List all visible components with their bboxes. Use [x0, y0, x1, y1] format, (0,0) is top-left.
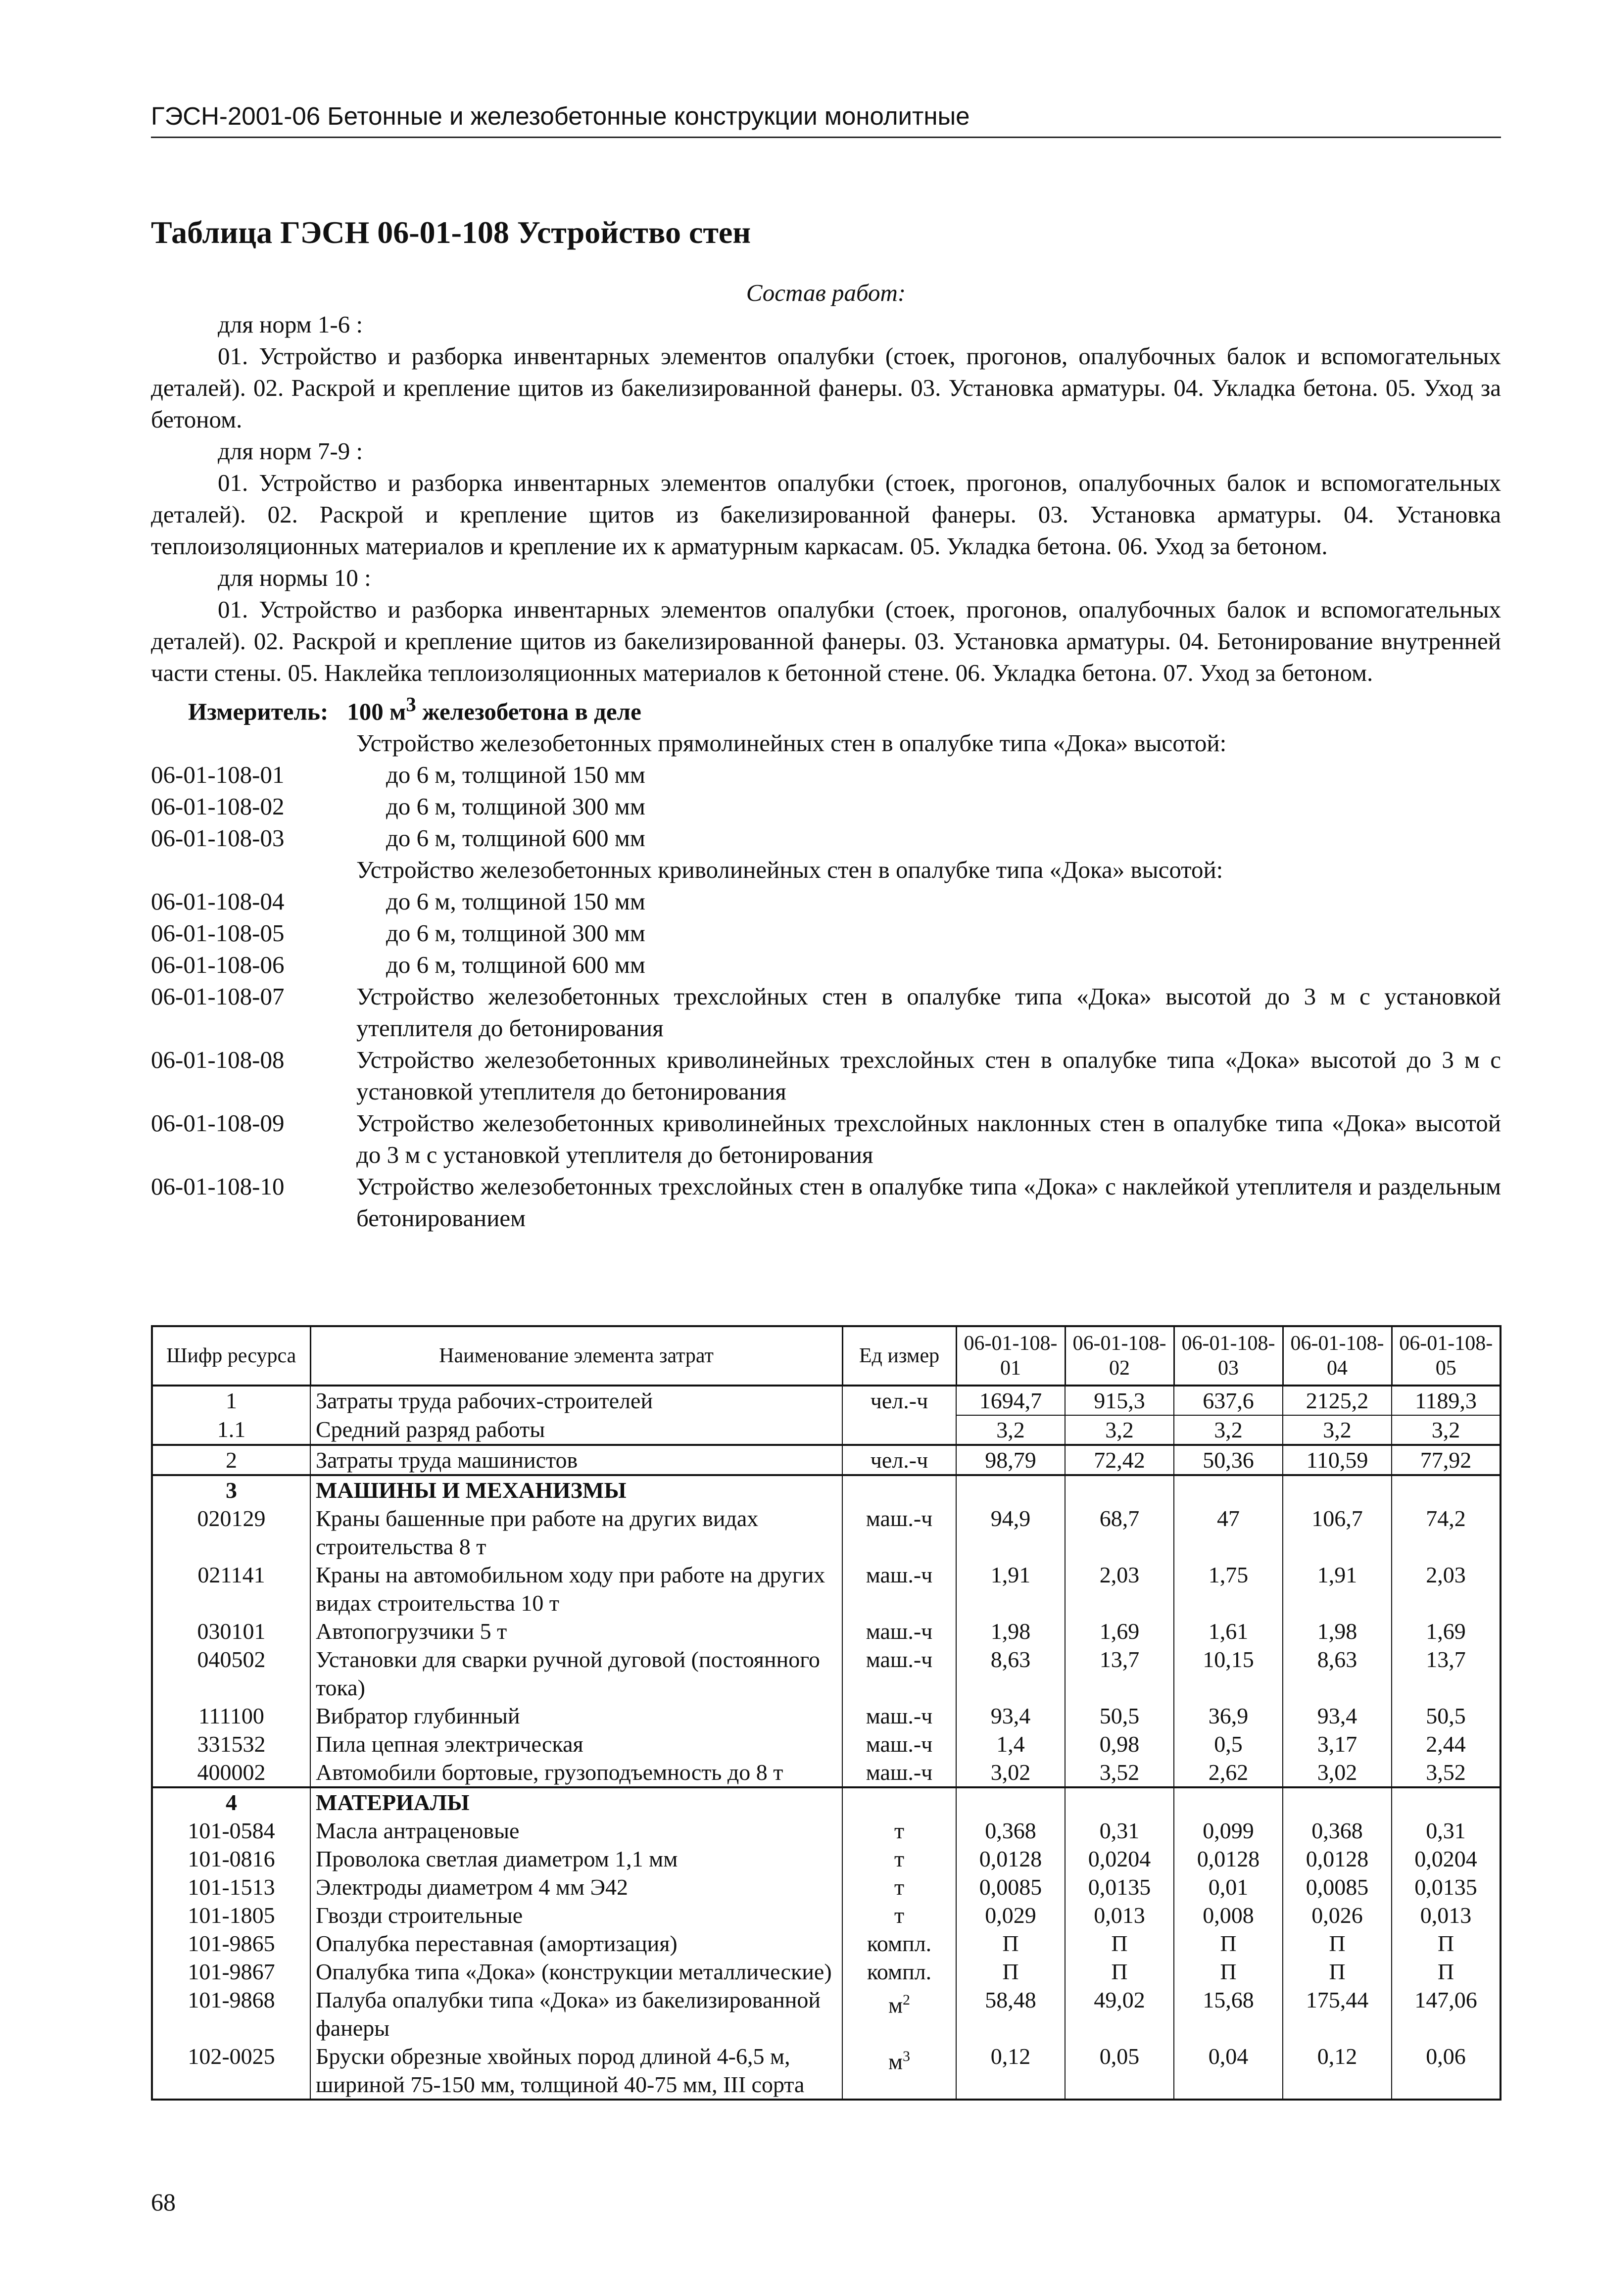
- resource-unit: [842, 1617, 956, 1645]
- norm-value: П: [1065, 1958, 1174, 1986]
- resource-name: Автомобили бортовые, грузоподъемность до 8 т: [310, 1758, 842, 1787]
- unit-text: т: [894, 1846, 905, 1871]
- resource-unit: [842, 1702, 956, 1730]
- norm-value: 0,31: [1392, 1817, 1501, 1845]
- composition-label: Состав работ:: [746, 279, 906, 306]
- norm-value: [1392, 1475, 1501, 1504]
- resource-name: Электроды диаметром 4 мм Э42: [310, 1873, 842, 1901]
- table-row: [152, 1787, 1501, 1817]
- resource-name: Палуба опалубки типа «Дока» из бакелизированной фанеры: [310, 1986, 842, 2042]
- norm-value: 0,013: [1392, 1901, 1501, 1929]
- norm-value: 93,4: [956, 1702, 1065, 1730]
- header-code: Шифр ресурса: [152, 1326, 310, 1386]
- resource-code: 102-0025: [152, 2042, 310, 2100]
- norm-value: [1392, 1787, 1501, 1817]
- norm-value: 36,9: [1174, 1702, 1283, 1730]
- unit-text: маш.-ч: [866, 1760, 933, 1785]
- composition-group-heading: для норм 1-6 :: [218, 311, 363, 338]
- norm-code: 06-01-108-09: [151, 1109, 285, 1137]
- norm-description: Устройство железобетонных трехслойных стен в опалубке типа «Дока» высотой до 3 м с установкой утеплителя до бетонирования: [356, 983, 1501, 1042]
- unit-text: м: [888, 1992, 903, 2018]
- norm-description: Устройство железобетонных трехслойных стен в опалубке типа «Дока» с наклейкой утеплителя и раздельным бетонированием: [356, 1173, 1501, 1232]
- norm-value: 13,7: [1392, 1645, 1501, 1702]
- norm-value: 2125,2: [1283, 1386, 1392, 1415]
- resource-unit: [842, 1958, 956, 1986]
- resource-code: 4: [152, 1787, 310, 1817]
- table-row: [152, 1561, 1501, 1617]
- norm-value: 49,02: [1065, 1986, 1174, 2042]
- resource-name: Затраты труда машинистов: [310, 1445, 842, 1475]
- table-row: [152, 1986, 1501, 2042]
- resource-code: 101-1513: [152, 1873, 310, 1901]
- norm-value: 0,0085: [956, 1873, 1065, 1901]
- resource-code: 101-9868: [152, 1986, 310, 2042]
- unit-text: м: [888, 2049, 903, 2074]
- resource-name: Бруски обрезные хвойных пород длиной 4-6,5 м, шириной 75-150 мм, толщиной 40-75 мм, III сорта: [310, 2042, 842, 2100]
- table-row: [152, 1958, 1501, 1986]
- resource-name: МАТЕРИАЛЫ: [310, 1787, 842, 1817]
- resource-unit: [842, 1386, 956, 1415]
- norm-description: до 6 м, толщиной 300 мм: [386, 919, 645, 947]
- norm-value: 3,2: [1065, 1415, 1174, 1445]
- norm-value: 72,42: [1065, 1445, 1174, 1475]
- norm-description: до 6 м, толщиной 600 мм: [386, 951, 645, 979]
- norm-value: 8,63: [1283, 1645, 1392, 1702]
- resource-name: Вибратор глубинный: [310, 1702, 842, 1730]
- norm-value: [1065, 1787, 1174, 1817]
- norm-value: 0,31: [1065, 1817, 1174, 1845]
- norm-value: П: [1065, 1929, 1174, 1958]
- norm-value: 0,368: [1283, 1817, 1392, 1845]
- norm-value: П: [956, 1929, 1065, 1958]
- table-header-row: [152, 1326, 1501, 1386]
- header-norm-col: 06-01-108-03: [1174, 1326, 1283, 1386]
- norm-value: 50,36: [1174, 1445, 1283, 1475]
- norm-value: П: [1392, 1929, 1501, 1958]
- norm-value: 0,01: [1174, 1873, 1283, 1901]
- norm-value: 68,7: [1065, 1504, 1174, 1561]
- norm-description: до 6 м, толщиной 150 мм: [386, 888, 645, 915]
- unit-text: маш.-ч: [866, 1562, 933, 1587]
- norm-value: 0,013: [1065, 1901, 1174, 1929]
- resource-code: 021141: [152, 1561, 310, 1617]
- norm-code: 06-01-108-03: [151, 824, 285, 852]
- norm-value: 3,02: [956, 1758, 1065, 1787]
- norm-value: [956, 1475, 1065, 1504]
- resource-code: 331532: [152, 1730, 310, 1758]
- norm-value: 15,68: [1174, 1986, 1283, 2042]
- resource-unit: [842, 1645, 956, 1702]
- unit-text: маш.-ч: [866, 1647, 933, 1672]
- resource-unit: [842, 1873, 956, 1901]
- table-row: [152, 1817, 1501, 1845]
- norm-value: 77,92: [1392, 1445, 1501, 1475]
- resource-code: 3: [152, 1475, 310, 1504]
- header-name: Наименование элемента затрат: [310, 1326, 842, 1386]
- norm-value: 1,91: [956, 1561, 1065, 1617]
- norm-value: 3,2: [956, 1415, 1065, 1445]
- norm-row: [151, 1107, 1501, 1171]
- table-row: [152, 1730, 1501, 1758]
- composition-group-heading: для норм 7-9 :: [218, 437, 363, 465]
- norm-value: 1,69: [1392, 1617, 1501, 1645]
- resource-unit: [842, 1475, 956, 1504]
- norm-value: 0,05: [1065, 2042, 1174, 2100]
- unit-text: маш.-ч: [866, 1506, 933, 1531]
- unit-power: 3: [903, 2048, 911, 2064]
- norm-code: 06-01-108-01: [151, 761, 285, 789]
- measure-value: 100 м: [347, 698, 406, 725]
- norm-value: 8,63: [956, 1645, 1065, 1702]
- page-number: 68: [151, 2188, 176, 2216]
- norm-row: [151, 981, 1501, 1044]
- unit-power: 2: [903, 1992, 911, 2008]
- table-row: [152, 1758, 1501, 1787]
- norm-group-heading: Устройство железобетонных прямолинейных стен в опалубке типа «Дока» высотой:: [356, 729, 1227, 757]
- norm-row: [151, 1171, 1501, 1234]
- norm-description: до 6 м, толщиной 600 мм: [386, 824, 645, 852]
- norm-value: [1174, 1787, 1283, 1817]
- norm-row: [151, 759, 1501, 791]
- resource-code: 101-1805: [152, 1901, 310, 1929]
- norm-value: 0,0135: [1392, 1873, 1501, 1901]
- norm-value: 0,0128: [1283, 1845, 1392, 1873]
- resource-code: 1.1: [152, 1415, 310, 1445]
- table-row: [152, 1415, 1501, 1445]
- resource-name: Установки для сварки ручной дуговой (постоянного тока): [310, 1645, 842, 1702]
- measure-label: Измеритель:: [188, 698, 329, 725]
- unit-text: маш.-ч: [866, 1703, 933, 1728]
- resource-name: МАШИНЫ И МЕХАНИЗМЫ: [310, 1475, 842, 1504]
- norm-value: 3,17: [1283, 1730, 1392, 1758]
- resource-code: 040502: [152, 1645, 310, 1702]
- norm-code: 06-01-108-02: [151, 793, 285, 820]
- resource-cost-table: [151, 1325, 1502, 2101]
- header-unit: Ед измер: [842, 1326, 956, 1386]
- resource-unit: [842, 1901, 956, 1929]
- norm-value: П: [1392, 1958, 1501, 1986]
- resource-unit: [842, 1787, 956, 1817]
- resource-name: Средний разряд работы: [310, 1415, 842, 1445]
- resource-name: Затраты труда рабочих-строителей: [310, 1386, 842, 1415]
- norm-code: 06-01-108-05: [151, 919, 285, 947]
- norm-value: 1,69: [1065, 1617, 1174, 1645]
- resource-unit: [842, 1415, 956, 1445]
- norm-value: 1,91: [1283, 1561, 1392, 1617]
- header-norm-col: 06-01-108-05: [1392, 1326, 1501, 1386]
- norm-value: 93,4: [1283, 1702, 1392, 1730]
- unit-text: чел.-ч: [870, 1447, 928, 1473]
- unit-text: чел.-ч: [870, 1388, 928, 1413]
- resource-unit: [842, 1758, 956, 1787]
- table-row: [152, 1873, 1501, 1901]
- norm-value: 1,61: [1174, 1617, 1283, 1645]
- norm-value: 0,0204: [1392, 1845, 1501, 1873]
- table-row: [152, 1901, 1501, 1929]
- resource-name: Опалубка переставная (амортизация): [310, 1929, 842, 1958]
- norm-value: 74,2: [1392, 1504, 1501, 1561]
- resource-code: 101-9867: [152, 1958, 310, 1986]
- resource-unit: [842, 2042, 956, 2100]
- norm-group-heading: Устройство железобетонных криволинейных стен в опалубке типа «Дока» высотой:: [356, 856, 1223, 884]
- norm-value: 110,59: [1283, 1445, 1392, 1475]
- norm-value: П: [956, 1958, 1065, 1986]
- norm-value: 0,98: [1065, 1730, 1174, 1758]
- norm-value: 106,7: [1283, 1504, 1392, 1561]
- norm-value: 3,52: [1065, 1758, 1174, 1787]
- norm-value: 13,7: [1065, 1645, 1174, 1702]
- norm-value: [1283, 1475, 1392, 1504]
- norm-value: 0,0128: [1174, 1845, 1283, 1873]
- norm-value: 10,15: [1174, 1645, 1283, 1702]
- resource-code: 030101: [152, 1617, 310, 1645]
- norm-value: 3,52: [1392, 1758, 1501, 1787]
- resource-name: Опалубка типа «Дока» (конструкции металлические): [310, 1958, 842, 1986]
- resource-code: 1: [152, 1386, 310, 1415]
- norm-value: [1065, 1475, 1174, 1504]
- norm-value: 2,44: [1392, 1730, 1501, 1758]
- norm-value: 58,48: [956, 1986, 1065, 2042]
- norm-value: 50,5: [1392, 1702, 1501, 1730]
- norm-value: 0,0128: [956, 1845, 1065, 1873]
- unit-text: маш.-ч: [866, 1731, 933, 1757]
- norm-value: П: [1283, 1958, 1392, 1986]
- norm-code: 06-01-108-07: [151, 983, 285, 1010]
- table-row: [152, 1445, 1501, 1475]
- resource-name: Проволока светлая диаметром 1,1 мм: [310, 1845, 842, 1873]
- norm-value: 1,98: [956, 1617, 1065, 1645]
- norm-row: [151, 791, 1501, 822]
- resource-code: 020129: [152, 1504, 310, 1561]
- unit-text: т: [894, 1874, 905, 1900]
- norm-row: [151, 949, 1501, 981]
- resource-code: 111100: [152, 1702, 310, 1730]
- document-body: [151, 277, 1501, 1234]
- resource-unit: [842, 1561, 956, 1617]
- unit-text: маш.-ч: [866, 1619, 933, 1644]
- norm-description: до 6 м, толщиной 300 мм: [386, 793, 645, 820]
- norm-value: П: [1283, 1929, 1392, 1958]
- table-row: [152, 1702, 1501, 1730]
- table-body: [152, 1386, 1501, 2100]
- norm-value: [1283, 1787, 1392, 1817]
- norm-value: 0,026: [1283, 1901, 1392, 1929]
- resource-unit: [842, 1845, 956, 1873]
- norm-value: 50,5: [1065, 1702, 1174, 1730]
- table-row: [152, 1386, 1501, 1415]
- table-row: [152, 1645, 1501, 1702]
- norm-value: 1694,7: [956, 1386, 1065, 1415]
- running-header: ГЭСН-2001-06 Бетонные и железобетонные конструкции монолитные: [151, 99, 1501, 138]
- norm-description: Устройство железобетонных криволинейных трехслойных стен в опалубке типа «Дока» высотой до 3 м с установкой утеплителя до бетонирования: [356, 1046, 1501, 1105]
- unit-text: т: [894, 1818, 905, 1843]
- norm-value: [1174, 1475, 1283, 1504]
- norm-value: П: [1174, 1929, 1283, 1958]
- norm-value: 0,5: [1174, 1730, 1283, 1758]
- table-row: [152, 1504, 1501, 1561]
- norm-description: Устройство железобетонных криволинейных трехслойных наклонных стен в опалубке типа «Дока» высотой до 3 м с установкой утеплителя до бетонирования: [356, 1109, 1501, 1169]
- resource-unit: [842, 1929, 956, 1958]
- norm-value: 94,9: [956, 1504, 1065, 1561]
- resource-code: 2: [152, 1445, 310, 1475]
- measure-unit-power: 3: [406, 693, 416, 716]
- unit-text: компл.: [867, 1931, 932, 1956]
- resource-name: Пила цепная электрическая: [310, 1730, 842, 1758]
- unit-text: компл.: [867, 1959, 932, 1984]
- norm-value: 0,12: [956, 2042, 1065, 2100]
- table-title: Таблица ГЭСН 06-01-108 Устройство стен: [151, 215, 751, 250]
- norm-value: 915,3: [1065, 1386, 1174, 1415]
- norm-code: 06-01-108-10: [151, 1173, 285, 1200]
- norm-value: 1,75: [1174, 1561, 1283, 1617]
- norm-value: 1,4: [956, 1730, 1065, 1758]
- norm-code: 06-01-108-06: [151, 951, 285, 979]
- resource-name: Краны на автомобильном ходу при работе на других видах строительства 10 т: [310, 1561, 842, 1617]
- unit-text: т: [894, 1903, 905, 1928]
- composition-group-text: 01. Устройство и разборка инвентарных элементов опалубки (стоек, прогонов, опалубочных балок и вспомогательных деталей). 02. Раскрой и крепление щитов из бакелизированной фанеры. 03. Установка арматуры. 04. Укладка бетона. 05. Уход за бетоном.: [151, 342, 1501, 433]
- norm-code-list: [151, 727, 1501, 1234]
- norm-value: 47: [1174, 1504, 1283, 1561]
- norm-value: 1,98: [1283, 1617, 1392, 1645]
- norm-value: 3,2: [1392, 1415, 1501, 1445]
- norm-value: 637,6: [1174, 1386, 1283, 1415]
- norm-code: 06-01-108-04: [151, 888, 285, 915]
- resource-unit: [842, 1817, 956, 1845]
- header-norm-col: 06-01-108-04: [1283, 1326, 1392, 1386]
- norm-value: 0,06: [1392, 2042, 1501, 2100]
- table-row: [152, 1617, 1501, 1645]
- norm-value: 0,029: [956, 1901, 1065, 1929]
- resource-code: 101-0584: [152, 1817, 310, 1845]
- norm-value: 3,2: [1283, 1415, 1392, 1445]
- norm-value: 175,44: [1283, 1986, 1392, 2042]
- norm-value: 0,04: [1174, 2042, 1283, 2100]
- norm-code: 06-01-108-08: [151, 1046, 285, 1074]
- norm-description: до 6 м, толщиной 150 мм: [386, 761, 645, 789]
- norm-row: [151, 1044, 1501, 1107]
- norm-value: 3,2: [1174, 1415, 1283, 1445]
- norm-value: 3,02: [1283, 1758, 1392, 1787]
- norm-value: 2,62: [1174, 1758, 1283, 1787]
- resource-unit: [842, 1986, 956, 2042]
- norm-row: [151, 822, 1501, 854]
- table-row: [152, 1929, 1501, 1958]
- composition-group-text: 01. Устройство и разборка инвентарных элементов опалубки (стоек, прогонов, опалубочных балок и вспомогательных деталей). 02. Раскрой и крепление щитов из бакелизированной фанеры. 03. Установка арматуры. 04. Бетонирование внутренней части стены. 05. Наклейка теплоизоляционных материалов к бетонной стене. 06. Укладка бетона. 07. Уход за бетоном.: [151, 596, 1501, 686]
- norm-value: 0,008: [1174, 1901, 1283, 1929]
- norm-value: 0,12: [1283, 2042, 1392, 2100]
- table-row: [152, 2042, 1501, 2100]
- resource-name: Автопогрузчики 5 т: [310, 1617, 842, 1645]
- norm-value: 0,0135: [1065, 1873, 1174, 1901]
- measure-line: [151, 689, 1501, 727]
- norm-value: 98,79: [956, 1445, 1065, 1475]
- composition-group-heading: для нормы 10 :: [218, 564, 371, 591]
- resource-name: Гвозди строительные: [310, 1901, 842, 1929]
- norm-row: [151, 886, 1501, 917]
- resource-unit: [842, 1730, 956, 1758]
- norm-value: 1189,3: [1392, 1386, 1501, 1415]
- measure-rest: железобетона в деле: [416, 698, 641, 725]
- norm-row: [151, 917, 1501, 949]
- table-row: [152, 1845, 1501, 1873]
- header-norm-col: 06-01-108-02: [1065, 1326, 1174, 1386]
- norm-value: П: [1174, 1958, 1283, 1986]
- norm-value: 0,0085: [1283, 1873, 1392, 1901]
- norm-value: 2,03: [1392, 1561, 1501, 1617]
- norm-value: 2,03: [1065, 1561, 1174, 1617]
- norm-value: 0,099: [1174, 1817, 1283, 1845]
- composition-group-text: 01. Устройство и разборка инвентарных элементов опалубки (стоек, прогонов, опалубочных балок и вспомогательных деталей). 02. Раскрой и крепление щитов из бакелизированной фанеры. 03. Установка арматуры. 04. Установка теплоизоляционных материалов и крепление их к арматурным каркасам. 05. Укладка бетона. 06. Уход за бетоном.: [151, 469, 1501, 560]
- resource-code: 400002: [152, 1758, 310, 1787]
- resource-code: 101-0816: [152, 1845, 310, 1873]
- resource-unit: [842, 1445, 956, 1475]
- resource-name: Краны башенные при работе на других видах строительства 8 т: [310, 1504, 842, 1561]
- norm-value: 147,06: [1392, 1986, 1501, 2042]
- resource-unit: [842, 1504, 956, 1561]
- resource-code: 101-9865: [152, 1929, 310, 1958]
- header-norm-col: 06-01-108-01: [956, 1326, 1065, 1386]
- norm-value: [956, 1787, 1065, 1817]
- table-row: [152, 1475, 1501, 1504]
- norm-value: 0,368: [956, 1817, 1065, 1845]
- norm-value: 0,0204: [1065, 1845, 1174, 1873]
- resource-name: Масла антраценовые: [310, 1817, 842, 1845]
